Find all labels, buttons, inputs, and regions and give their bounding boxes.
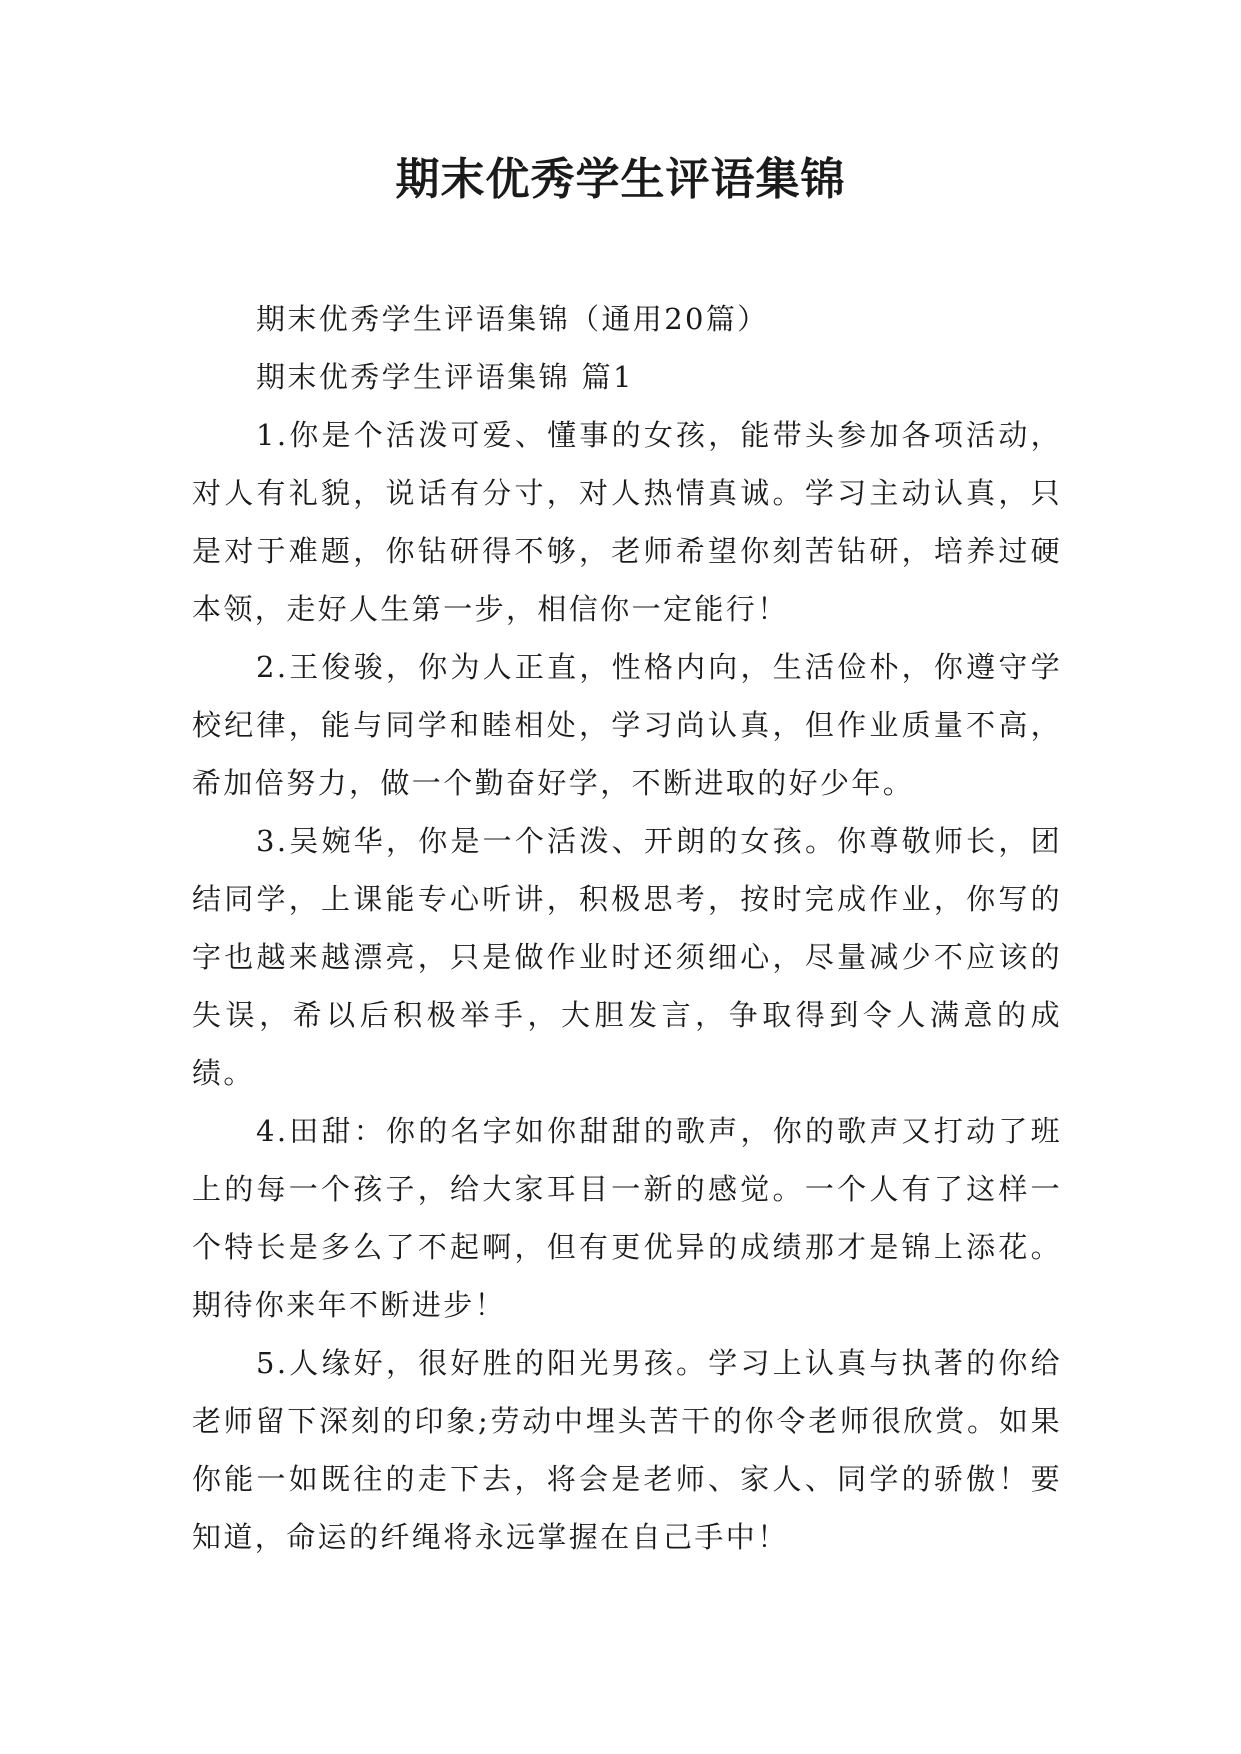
comment-paragraph: 1.你是个活泼可爱、懂事的女孩，能带头参加各项活动，对人有礼貌，说话有分寸，对人热情真诚。学习主动认真，只是对于难题，你钻研得不够，老师希望你刻苦钻研，培养过硬本领，走好人生第一步，相信你一定能行！ xyxy=(192,418,1062,626)
comment-paragraph: 3.吴婉华，你是一个活泼、开朗的女孩。你尊敬师长，团结同学，上课能专心听讲，积极思考，按时完成作业，你写的字也越来越漂亮，只是做作业时还须细心，尽量减少不应该的失误，希以后积极举手，大胆发言，争取得到令人满意的成绩。 xyxy=(192,824,1062,1090)
document-subtitle: 期末优秀学生评语集锦（通用20篇） xyxy=(256,302,769,336)
document-body xyxy=(192,290,1062,1566)
comment-paragraph: 4.田甜：你的名字如你甜甜的歌声，你的歌声又打动了班上的每一个孩子，给大家耳目一新的感觉。一个人有了这样一个特长是多么了不起啊，但有更优异的成绩那才是锦上添花。期待你来年不断进步！ xyxy=(192,1114,1062,1322)
comment-paragraph: 2.王俊骏，你为人正直，性格内向，生活俭朴，你遵守学校纪律，能与同学和睦相处，学习尚认真，但作业质量不高，希加倍努力，做一个勤奋好学，不断进取的好少年。 xyxy=(192,650,1062,800)
comment-paragraph: 5.人缘好，很好胜的阳光男孩。学习上认真与执著的你给老师留下深刻的印象;劳动中埋头苦干的你令老师很欣赏。如果你能一如既往的走下去，将会是老师、家人、同学的骄傲！要知道，命运的纤绳将永远掌握在自己手中！ xyxy=(192,1346,1062,1554)
section-heading: 期末优秀学生评语集锦 篇1 xyxy=(256,360,634,394)
document-title: 期末优秀学生评语集锦 xyxy=(395,154,846,205)
